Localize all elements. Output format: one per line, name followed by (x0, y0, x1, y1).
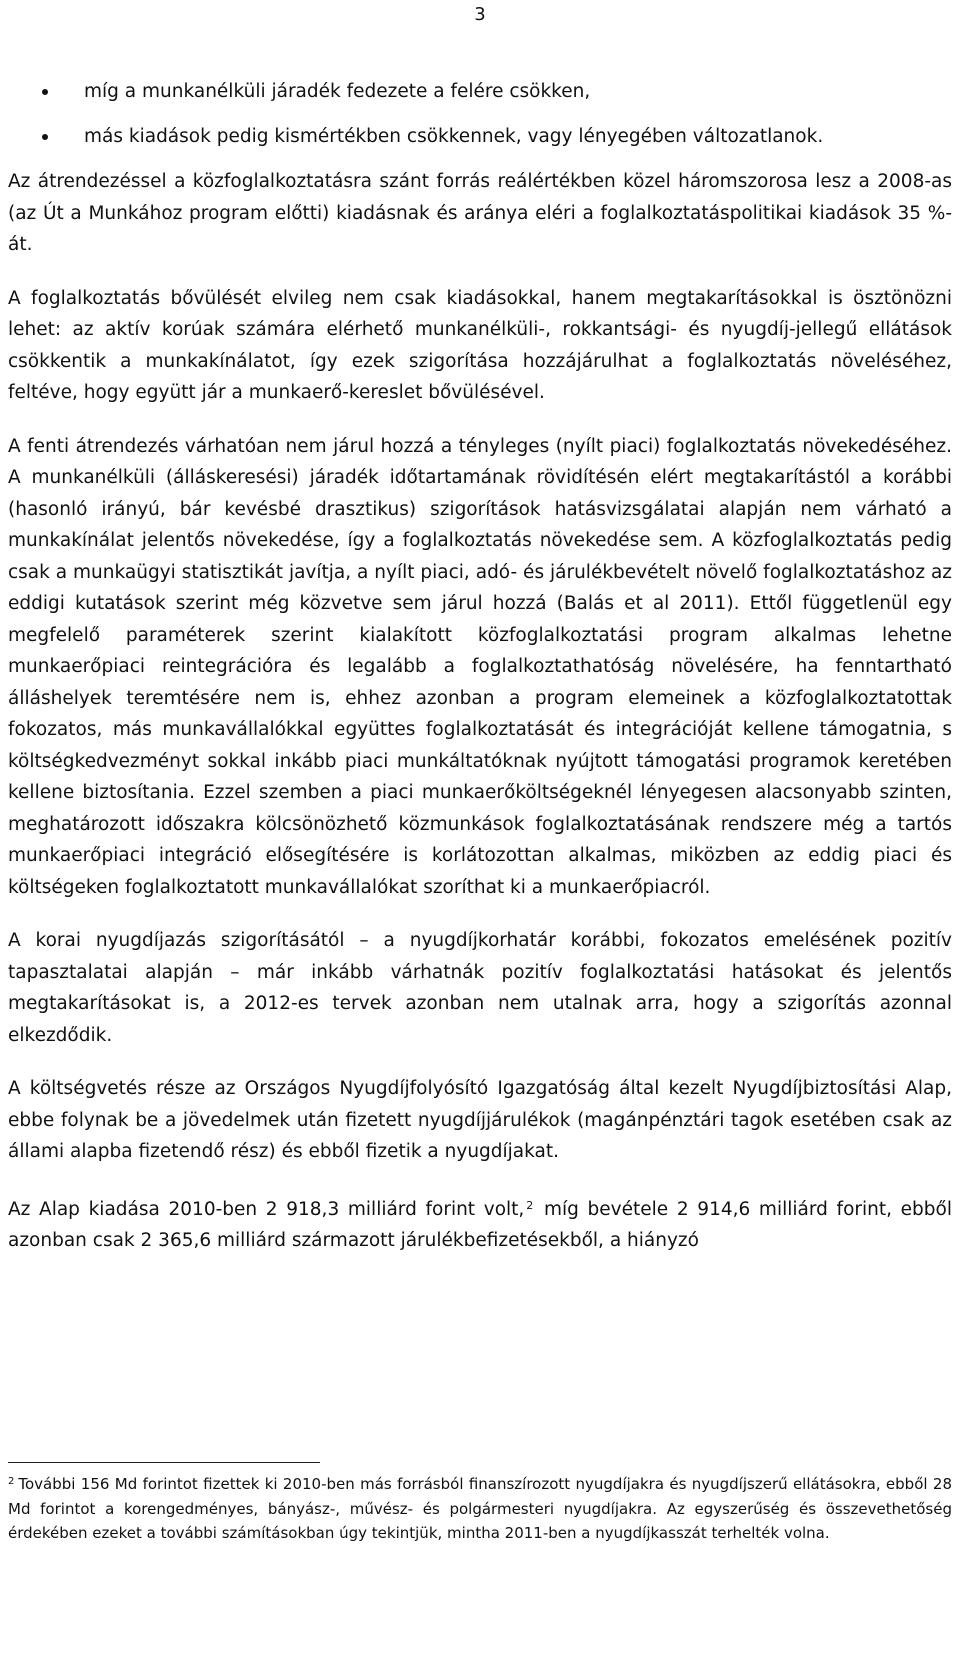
paragraph (8, 1190, 952, 1257)
bullet-icon (42, 134, 48, 140)
footnote-reference[interactable]: 2 (526, 1198, 534, 1212)
bullet-text: más kiadások pedig kismértékben csökkennek, vagy lényegében változatlanok. (84, 126, 824, 147)
paragraph: A korai nyugdíjazás szigorításától – a nyugdíjkorhatár korábbi, fokozatos emelésének pozitív tapasztalatai alapján – már inkább várhatnák pozitív foglalkoztatási hatásokat és jelentős megtakarításokat is, a 2012-es tervek azonban nem utalnak arra, hogy a szigorítás azonnal elkezdődik. (8, 930, 952, 1046)
paragraph-text: Az Alap kiadása 2010-ben 2 918,3 milliárd forint volt, (8, 1198, 525, 1220)
bullet-text: míg a munkanélküli járadék fedezete a felére csökken, (84, 81, 591, 102)
footnote (8, 1470, 952, 1546)
paragraph-text: míg bevétele 2 914,6 milliárd forint, ebből azonban csak 2 365,6 milliárd származott járulékbefizetésekből, a hiányzó (8, 1198, 952, 1251)
footnote-text: További 156 Md forintot fizettek ki 2010-ben más forrásból finanszírozott nyugdíjakra és nyugdíjszerű ellátásokra, ebből 28 Md forintot a korengedményes, bányász-, művész- és polgármesteri nyugdíjakra. Az egyszerűség és összevethetőség érdekében ezeket a további számításokban úgy tekintjük, mintha 2011-ben a nyugdíjkasszát terhelték volna. (8, 1475, 952, 1542)
paragraph: A fenti átrendezés várhatóan nem járul hozzá a tényleges (nyílt piaci) foglalkoztatás növekedéséhez. A munkanélküli (álláskeresési) járadék időtartamának rövidítésén elért megtakarítástól a korábbi (hasonló irányú, bár kevésbé drasztikus) szigorítások hatásvizsgálatai alapján nem várható a munkakínálat jelentős növekedése, így a foglalkoztatás növekedése sem. A közfoglalkoztatás pedig csak a munkaügyi statisztikát javítja, a nyílt piaci, adó- és járulékbevételt növelő foglalkoztatáshoz az eddigi kutatások szerint még közvetve sem járul hozzá (Balás et al 2011). Ettől függetlenül egy megfelelő paraméterek szerint kialakított közfoglalkoztatási program alkalmas lehetne munkaerőpiaci reintegrációra és legalább a foglalkoztathatóság növelésére, ha fenntartható álláshelyek teremtésére nem is, ehhez azonban a program elemeinek a közfoglalkoztatottak fokozatos, más munkavállalókkal együttes foglalkoztatását és integrációját kellene támogatnia, s költségkedvezményt sokkal inkább piaci munkáltatóknak nyújtott támogatási programok keretében kellene biztosítania. Ezzel szemben a piaci munkaerőköltségeknél lényegesen alacsonyabb szinten, meghatározott időszakra kölcsönözhető közmunkások foglalkoztatásának rendszere még a tartós munkaerőpiaci integráció elősegítésére is korlátozottan alkalmas, miközben az eddig piaci és költségeken foglalkoztatott munkavállalókat szoríthat ki a munkaerőpiacról. (8, 435, 952, 898)
paragraph: Az átrendezéssel a közfoglalkoztatásra szánt forrás reálértékben közel háromszorosa lesz a 2008-as (az Út a Munkához program előtti) kiadásnak és aránya eléri a foglalkoztatáspolitikai kiadások 35 %-át. (8, 171, 952, 255)
page-number: 3 (474, 4, 486, 25)
footnote-number: 2 (8, 1476, 15, 1487)
list-item (8, 76, 952, 107)
paragraph: A költségvetés része az Országos Nyugdíjfolyósító Igazgatóság által kezelt Nyugdíjbiztosítási Alap, ebbe folynak be a jövedelmek után fizetett nyugdíjjárulékok (magánpénztári tagok esetében csak az állami alapba fizetendő rész) és ebből fizetik a nyugdíjakat. (8, 1078, 952, 1162)
list-item (8, 121, 952, 152)
paragraph: A foglalkoztatás bővülését elvileg nem csak kiadásokkal, hanem megtakarításokkal is ösztönözni lehet: az aktív korúak számára elérhető munkanélküli-, rokkantsági- és nyugdíj-jellegű ellátások csökkentik a munkakínálatot, így ezek szigorítása hozzájárulhat a foglalkoztatás növeléséhez, feltéve, hogy együtt jár a munkaerő-kereslet bővülésével. (8, 287, 952, 403)
document-body (8, 76, 952, 1281)
footnote-separator (8, 1462, 320, 1463)
bullet-list (8, 76, 952, 152)
bullet-icon (42, 89, 48, 95)
